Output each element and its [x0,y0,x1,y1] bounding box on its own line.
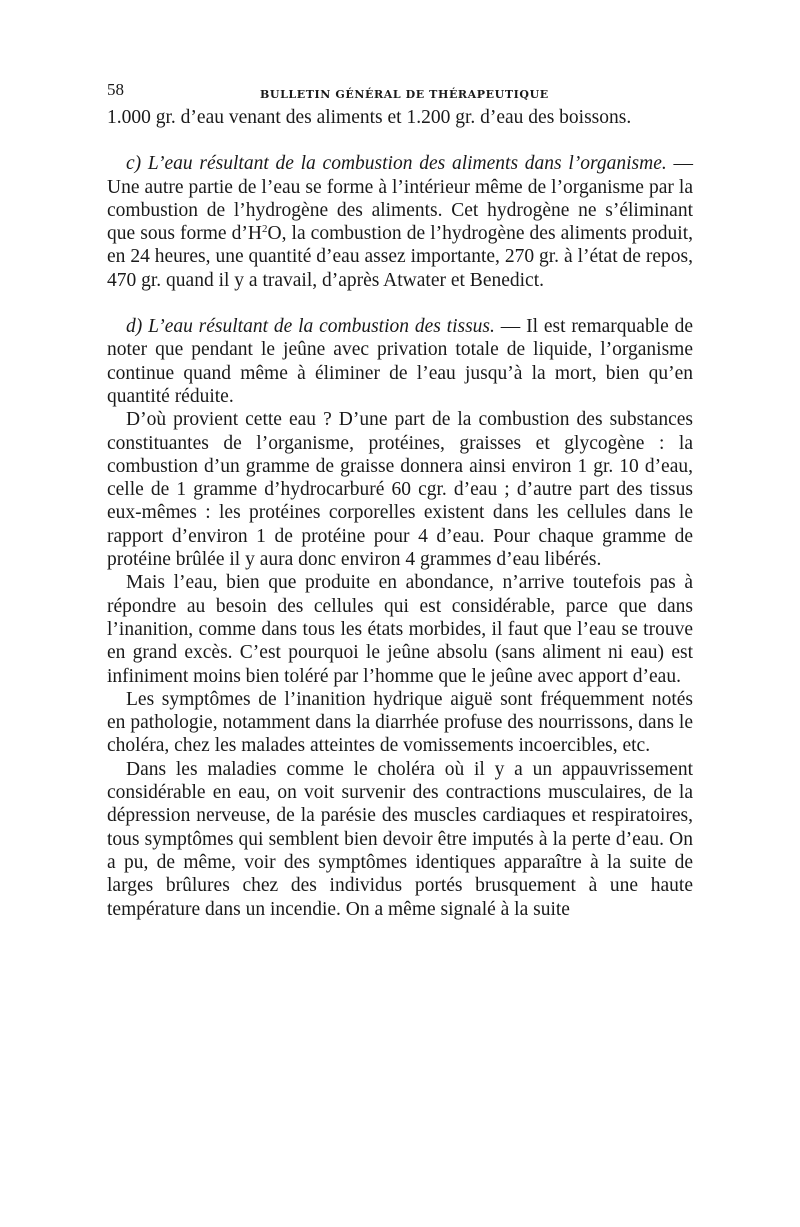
paragraph-text: — Il est remarquable de noter que pendant le jeûne avec privation totale de liquide, l’organisme continue quand même à éliminer de l’eau jusqu’à la mort, bien qu’en quantité réduite. [107,316,694,407]
paragraph-origine-eau [107,408,693,571]
body-text [107,106,693,921]
paragraph-text: 1.000 gr. d’eau venant des aliments et 1.200 gr. d’eau des boissons. [107,107,632,128]
paragraph-text: Les symptômes de l’inanition hydrique aiguë sont fréquemment notés en pathologie, notamment dans la diarrhée profuse des nourrissons, dans le choléra, chez les malades atteintes de vomissements incoercibles, etc. [107,688,693,757]
paragraph-boissons [107,106,693,129]
paragraph-text: Mais l’eau, bien que produite en abondance, n’arrive toutefois pas à répondre au besoin des cellules qui est considérable, parce que dans l’inanition, comme dans tous les états morbides, il faut que l’eau se trouve en grand excès. C’est pourquoi le jeûne absolu (sans aliment ni eau) est infiniment moins bien toléré par l’homme que le jeûne avec apport d’eau. [107,572,693,687]
paragraph-text: — Une autre partie de l’eau se forme à l’intérieur même de l’organisme par la combustion de l’hydrogène des aliments. Cet hydrogène ne s’éliminant que sous forme d’H [107,153,694,245]
running-title: BULLETIN GÉNÉRAL DE THÉRAPEUTIQUE [260,88,549,101]
section-heading-d: d) L’eau résultant de la combustion des tissus. [126,316,495,338]
section-heading-c: c) L’eau résultant de la combustion des aliments dans l’organisme. [126,153,667,175]
paragraph-besoin-cellules [107,571,693,687]
paragraph-text: D’où provient cette eau ? D’une part de la combustion des substances constituantes de l’organisme, protéines, graisses et glycogène : la combustion d’un gramme de graisse donnera ainsi environ 1 gr. 10 d’eau, celle de 1 gramme d’hydrocarburé 60 cgr. d’eau ; d’autre part des tissus eux-mêmes : les protéines corporelles existent dans les cellules dans le rapport d’environ 1 de protéine pour 4 d’eau. Pour chaque gramme de protéine brûlée il y aura donc environ 4 grammes d’eau libérés. [107,409,693,571]
paragraph-section-d [107,315,693,408]
paragraph-symptomes [107,688,693,758]
page-header [107,80,693,106]
paragraph-text: Dans les maladies comme le choléra où il y a un appauvrissement considérable en eau, on voit survenir des contractions musculaires, de la dépression nerveuse, de la parésie des muscles cardiaques et respiratoires, tous symptômes qui semblent bien devoir être imputés à la perte d’eau. On a pu, de même, voir des symptômes identiques apparaître à la suite de larges brûlures chez des individus portés brusquement à une haute température dans un incendie. On a même signalé à la suite [107,758,693,920]
formula-superscript: 2 [261,223,268,236]
paragraph-section-c [107,152,693,292]
document-page [107,80,693,921]
page-number: 58 [107,80,124,99]
paragraph-text: O, la combustion de l’hydrogène des aliments produit, en 24 heures, une quantité d’eau assez importante, 270 gr. à l’état de repos, 470 gr. quand il y a travail, d’après Atwater et Benedict. [107,223,694,291]
paragraph-cholera [107,758,693,921]
